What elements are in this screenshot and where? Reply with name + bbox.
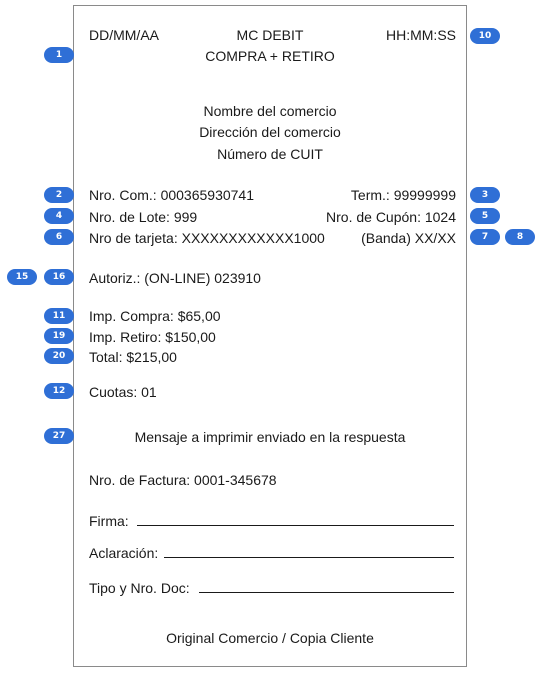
callout-badge-7: 7 [470,229,500,245]
imp-retiro: Imp. Retiro: $150,00 [89,329,216,345]
cuotas: Cuotas: 01 [89,384,157,400]
callout-badge-10: 10 [470,28,500,44]
terminal: Term.: 99999999 [350,187,456,203]
callout-badge-19: 19 [44,328,74,344]
nro-com: Nro. Com.: 000365930741 [89,187,254,203]
merchant-name: Nombre del comercio [203,103,337,119]
nro-tarjeta: Nro de tarjeta: XXXXXXXXXXXX1000 [89,230,325,246]
callout-badge-4: 4 [44,208,74,224]
total: Total: $215,00 [89,349,177,365]
header-card-type: MC DEBIT [236,27,304,43]
copy-note: Original Comercio / Copia Cliente [166,630,374,646]
callout-badge-5: 5 [470,208,500,224]
header-time: HH:MM:SS [386,27,456,43]
nro-lote: Nro. de Lote: 999 [89,209,198,225]
banda: (Banda) XX/XX [361,230,456,246]
autorizacion: Autoriz.: (ON-LINE) 023910 [89,270,261,286]
callout-badge-2: 2 [44,187,74,203]
nro-factura: Nro. de Factura: 0001-345678 [89,472,277,488]
callout-badge-8: 8 [505,229,535,245]
tipo-doc-line [199,592,454,593]
print-message: Mensaje a imprimir enviado en la respuesta [134,429,406,445]
callout-badge-11: 11 [44,308,74,324]
callout-badge-15: 15 [7,269,37,285]
firma-label: Firma: [89,513,129,529]
imp-compra: Imp. Compra: $65,00 [89,308,221,324]
header-date: DD/MM/AA [89,27,159,43]
callout-badge-16: 16 [44,269,74,285]
callout-badge-3: 3 [470,187,500,203]
merchant-cuit: Número de CUIT [217,146,323,162]
callout-badge-27: 27 [44,428,74,444]
callout-badge-12: 12 [44,383,74,399]
merchant-address: Dirección del comercio [199,124,341,140]
callout-badge-20: 20 [44,348,74,364]
tipo-doc-label: Tipo y Nro. Doc: [89,580,190,596]
callout-badge-1: 1 [44,47,74,63]
firma-line [137,525,454,526]
aclaracion-line [164,557,454,558]
aclaracion-label: Aclaración: [89,545,159,561]
transaction-type: COMPRA + RETIRO [205,48,335,64]
callout-badge-6: 6 [44,229,74,245]
nro-cupon: Nro. de Cupón: 1024 [326,209,456,225]
